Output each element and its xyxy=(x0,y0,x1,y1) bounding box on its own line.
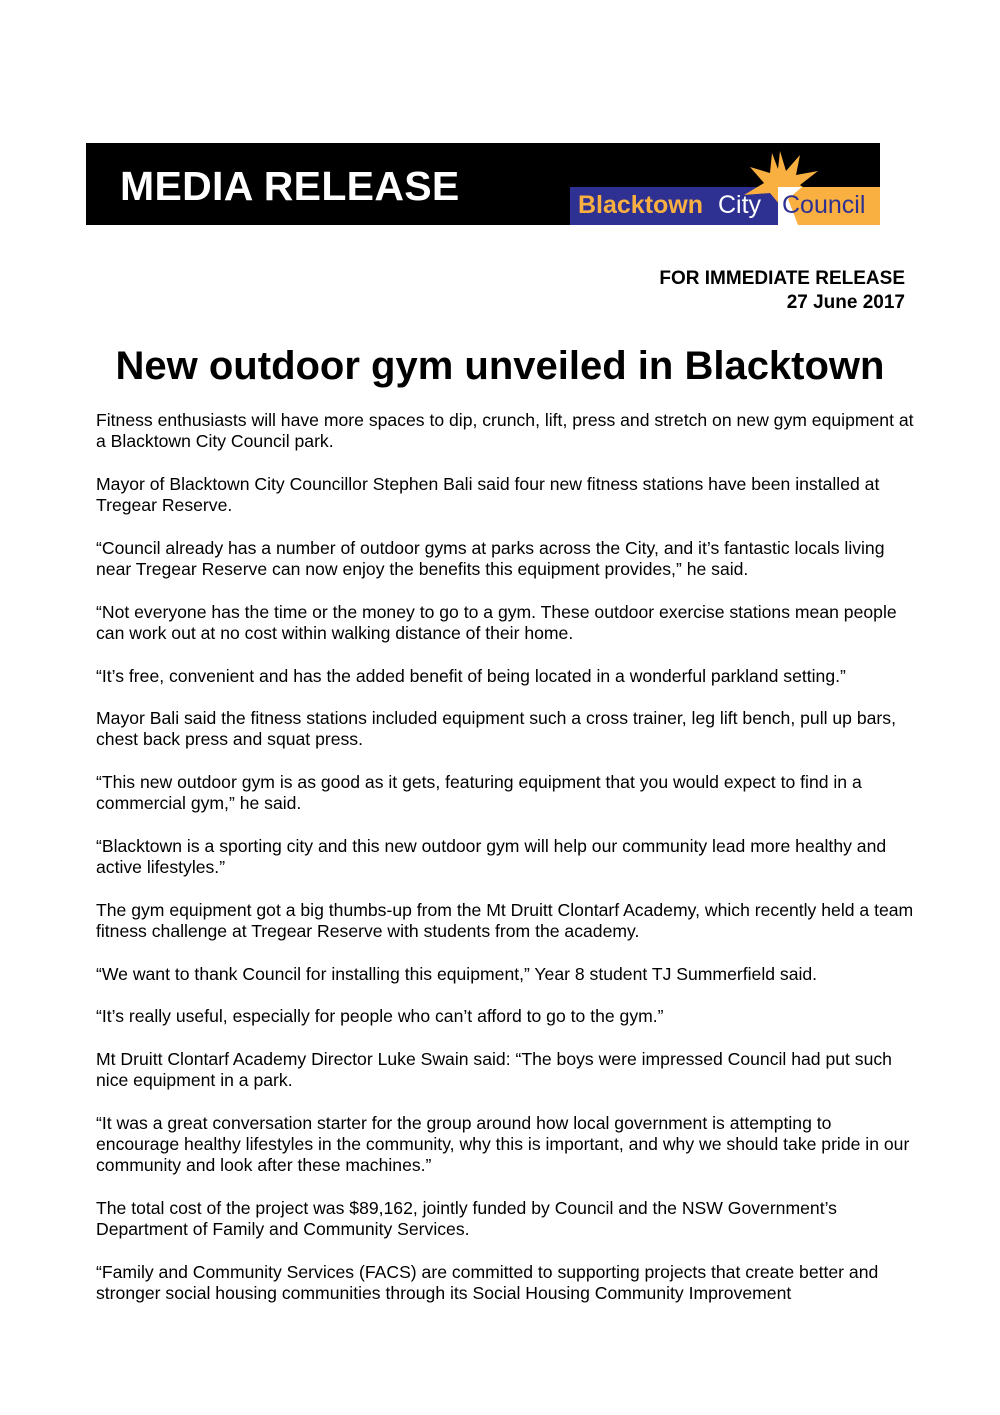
logo-text-council: Council xyxy=(782,191,866,219)
logo-text-blacktown: Blacktown xyxy=(578,191,704,219)
paragraph: Fitness enthusiasts will have more spaces to dip, crunch, lift, press and stretch on new gym equipment at a Blacktown City Council park. xyxy=(96,410,914,452)
paragraph: “Blacktown is a sporting city and this new outdoor gym will help our community lead more healthy and active lifestyles.” xyxy=(96,835,887,878)
article-body xyxy=(96,410,916,1326)
release-info xyxy=(659,267,905,315)
release-date: 27 June 2017 xyxy=(786,292,905,313)
paragraph: “It was a great conversation starter for the group around how local government is attempting to encourage healthy lifestyles in the community, why this is important, and why we should take pride in our community and look after these machines.” xyxy=(96,1112,910,1176)
paragraph: “We want to thank Council for installing this equipment,” Year 8 student TJ Summerfield said. xyxy=(96,963,818,984)
paragraph: “It’s really useful, especially for people who can’t afford to go to the gym.” xyxy=(96,1006,664,1027)
paragraph: “Family and Community Services (FACS) are committed to supporting projects that create better and stronger social housing communities through its Social Housing Community Improvement xyxy=(96,1261,879,1304)
media-release-banner xyxy=(86,143,880,225)
paragraph: “Not everyone has the time or the money to go to a gym. These outdoor exercise stations mean people can work out at no cost within walking distance of their home. xyxy=(96,601,897,643)
paragraph: Mayor Bali said the fitness stations included equipment such a cross trainer, leg lift bench, pull up bars, chest back press and squat press. xyxy=(96,708,896,750)
paragraph: “Council already has a number of outdoor gyms at parks across the City, and it’s fantastic locals living near Tregear Reserve can now enjoy the benefits this equipment provides,” he said. xyxy=(96,537,885,580)
blacktown-city-council-logo xyxy=(570,149,880,225)
release-label: FOR IMMEDIATE RELEASE xyxy=(659,268,905,289)
paragraph: The gym equipment got a big thumbs-up from the Mt Druitt Clontarf Academy, which recently held a team fitness challenge at Tregear Reserve with students from the academy. xyxy=(96,899,914,942)
paragraph: “This new outdoor gym is as good as it gets, featuring equipment that you would expect to find in a commercial gym,” he said. xyxy=(96,772,862,814)
paragraph: Mayor of Blacktown City Councillor Stephen Bali said four new fitness stations have been installed at Tregear Reserve. xyxy=(96,473,880,516)
banner-title: MEDIA RELEASE xyxy=(120,163,460,209)
paragraph: “It’s free, convenient and has the added benefit of being located in a wonderful parkland setting.” xyxy=(96,665,846,686)
logo-text-city: City xyxy=(718,191,762,219)
paragraph: The total cost of the project was $89,162, jointly funded by Council and the NSW Government’s Department of Family and Community Services. xyxy=(96,1197,837,1240)
headline: New outdoor gym unveiled in Blacktown xyxy=(115,344,885,388)
paragraph: Mt Druitt Clontarf Academy Director Luke Swain said: “The boys were impressed Council had put such nice equipment in a park. xyxy=(96,1048,892,1091)
